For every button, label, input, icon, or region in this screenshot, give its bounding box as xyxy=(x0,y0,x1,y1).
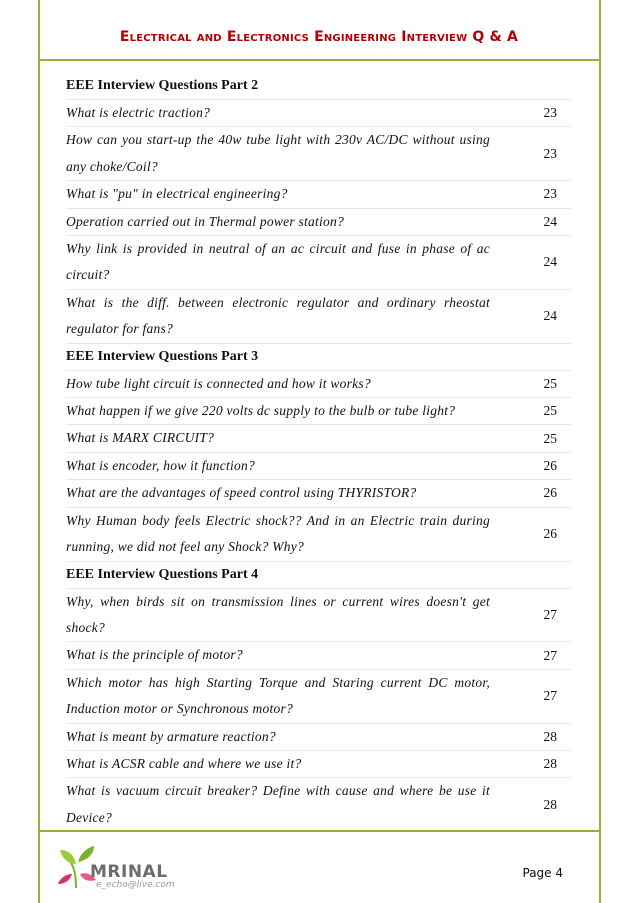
toc-entry-page-number: 28 xyxy=(543,728,557,744)
toc-entry[interactable] xyxy=(66,724,571,751)
toc-entry-page-number: 23 xyxy=(543,145,557,161)
toc-entry[interactable] xyxy=(66,751,571,778)
toc-entry-page-number: 28 xyxy=(543,756,557,772)
toc-section-heading: EEE Interview Questions Part 4 xyxy=(66,562,571,589)
toc-entry-title: Why Human body feels Electric shock?? And in an Electric train during running, we did not feel any Shock? Why? xyxy=(66,512,490,555)
toc-entry-page-number: 23 xyxy=(543,105,557,121)
toc-entry-page-number: 27 xyxy=(543,606,557,622)
toc-entry-page-number: 25 xyxy=(543,430,557,446)
toc-entry[interactable] xyxy=(66,589,571,643)
toc-entry[interactable] xyxy=(66,398,571,425)
toc-entry-title: Which motor has high Starting Torque and Staring current DC motor, Induction motor or Synchronous motor? xyxy=(66,674,490,717)
mrinal-logo xyxy=(58,844,188,896)
toc-entry-title: How can you start-up the 40w tube light with 230v AC/DC without using any choke/Coil? xyxy=(66,132,490,174)
toc-entry-title: Why link is provided in neutral of an ac circuit and fuse in phase of ac circuit? xyxy=(66,241,490,283)
toc-entry-title: What is the principle of motor? xyxy=(66,647,243,663)
toc-entry-title: What are the advantages of speed control using THYRISTOR? xyxy=(66,485,417,501)
toc-entry-title: Why, when birds sit on transmission lines or current wires doesn't get shock? xyxy=(66,593,490,635)
toc-entry-title: What is MARX CIRCUIT? xyxy=(66,430,215,446)
logo-brand-text: MRINAL xyxy=(90,862,168,882)
toc-entry-page-number: 27 xyxy=(543,688,557,704)
toc-entry-page-number: 24 xyxy=(543,213,557,229)
toc-entry[interactable] xyxy=(66,425,571,452)
toc-entry-page-number: 24 xyxy=(543,254,557,270)
footer-divider xyxy=(40,830,599,832)
toc-entry-title: What is electric traction? xyxy=(66,105,211,120)
toc-entry[interactable] xyxy=(66,480,571,507)
document-header-title: Electrical and Electronics Engineering Interview Q & A xyxy=(119,29,519,45)
toc-entry-title: What is encoder, how it function? xyxy=(66,457,255,473)
toc-entry-title: What happen if we give 220 volts dc supply to the bulb or tube light? xyxy=(66,403,456,419)
toc-section-heading: EEE Interview Questions Part 2 xyxy=(66,73,571,100)
toc-entry-title: What is the diff. between electronic regulator and ordinary rheostat regulator for fans? xyxy=(66,294,490,337)
toc-entry[interactable] xyxy=(66,181,571,208)
toc-entry-page-number: 27 xyxy=(543,647,557,663)
header-divider xyxy=(40,59,599,61)
toc-entry[interactable] xyxy=(66,670,571,724)
toc-entry-title: How tube light circuit is connected and how it works? xyxy=(66,375,371,391)
page-border-left xyxy=(38,0,40,903)
toc-entry[interactable] xyxy=(66,209,571,236)
toc-entry-page-number: 26 xyxy=(543,485,557,501)
toc-entry[interactable] xyxy=(66,508,571,562)
toc-entry-page-number: 23 xyxy=(543,186,557,202)
page-border-right xyxy=(599,0,601,903)
toc-entry-page-number: 25 xyxy=(543,375,557,391)
toc-entry-title: Operation carried out in Thermal power station? xyxy=(66,213,344,229)
logo-email-text: e_echo@live.com xyxy=(96,880,175,890)
toc-entry-page-number: 24 xyxy=(543,308,557,324)
toc-entry[interactable] xyxy=(66,290,571,344)
toc-entry[interactable] xyxy=(66,100,571,127)
toc-entry[interactable] xyxy=(66,371,571,398)
toc-entry[interactable] xyxy=(66,642,571,669)
toc-section-heading: EEE Interview Questions Part 3 xyxy=(66,344,571,371)
page-number: Page 4 xyxy=(522,866,563,880)
toc-entry-page-number: 28 xyxy=(543,796,557,812)
table-of-contents xyxy=(66,73,571,832)
toc-entry[interactable] xyxy=(66,236,571,290)
toc-entry[interactable] xyxy=(66,127,571,181)
toc-entry-page-number: 25 xyxy=(543,403,557,419)
toc-entry[interactable] xyxy=(66,778,571,832)
toc-entry-title: What is ACSR cable and where we use it? xyxy=(66,755,302,771)
toc-entry-title: What is meant by armature reaction? xyxy=(66,728,276,744)
toc-entry-title: What is "pu" in electrical engineering? xyxy=(66,186,288,202)
toc-entry[interactable] xyxy=(66,453,571,480)
toc-entry-page-number: 26 xyxy=(543,526,557,542)
toc-entry-title: What is vacuum circuit breaker? Define with cause and where be use it Device? xyxy=(66,783,490,825)
toc-entry-page-number: 26 xyxy=(543,458,557,474)
